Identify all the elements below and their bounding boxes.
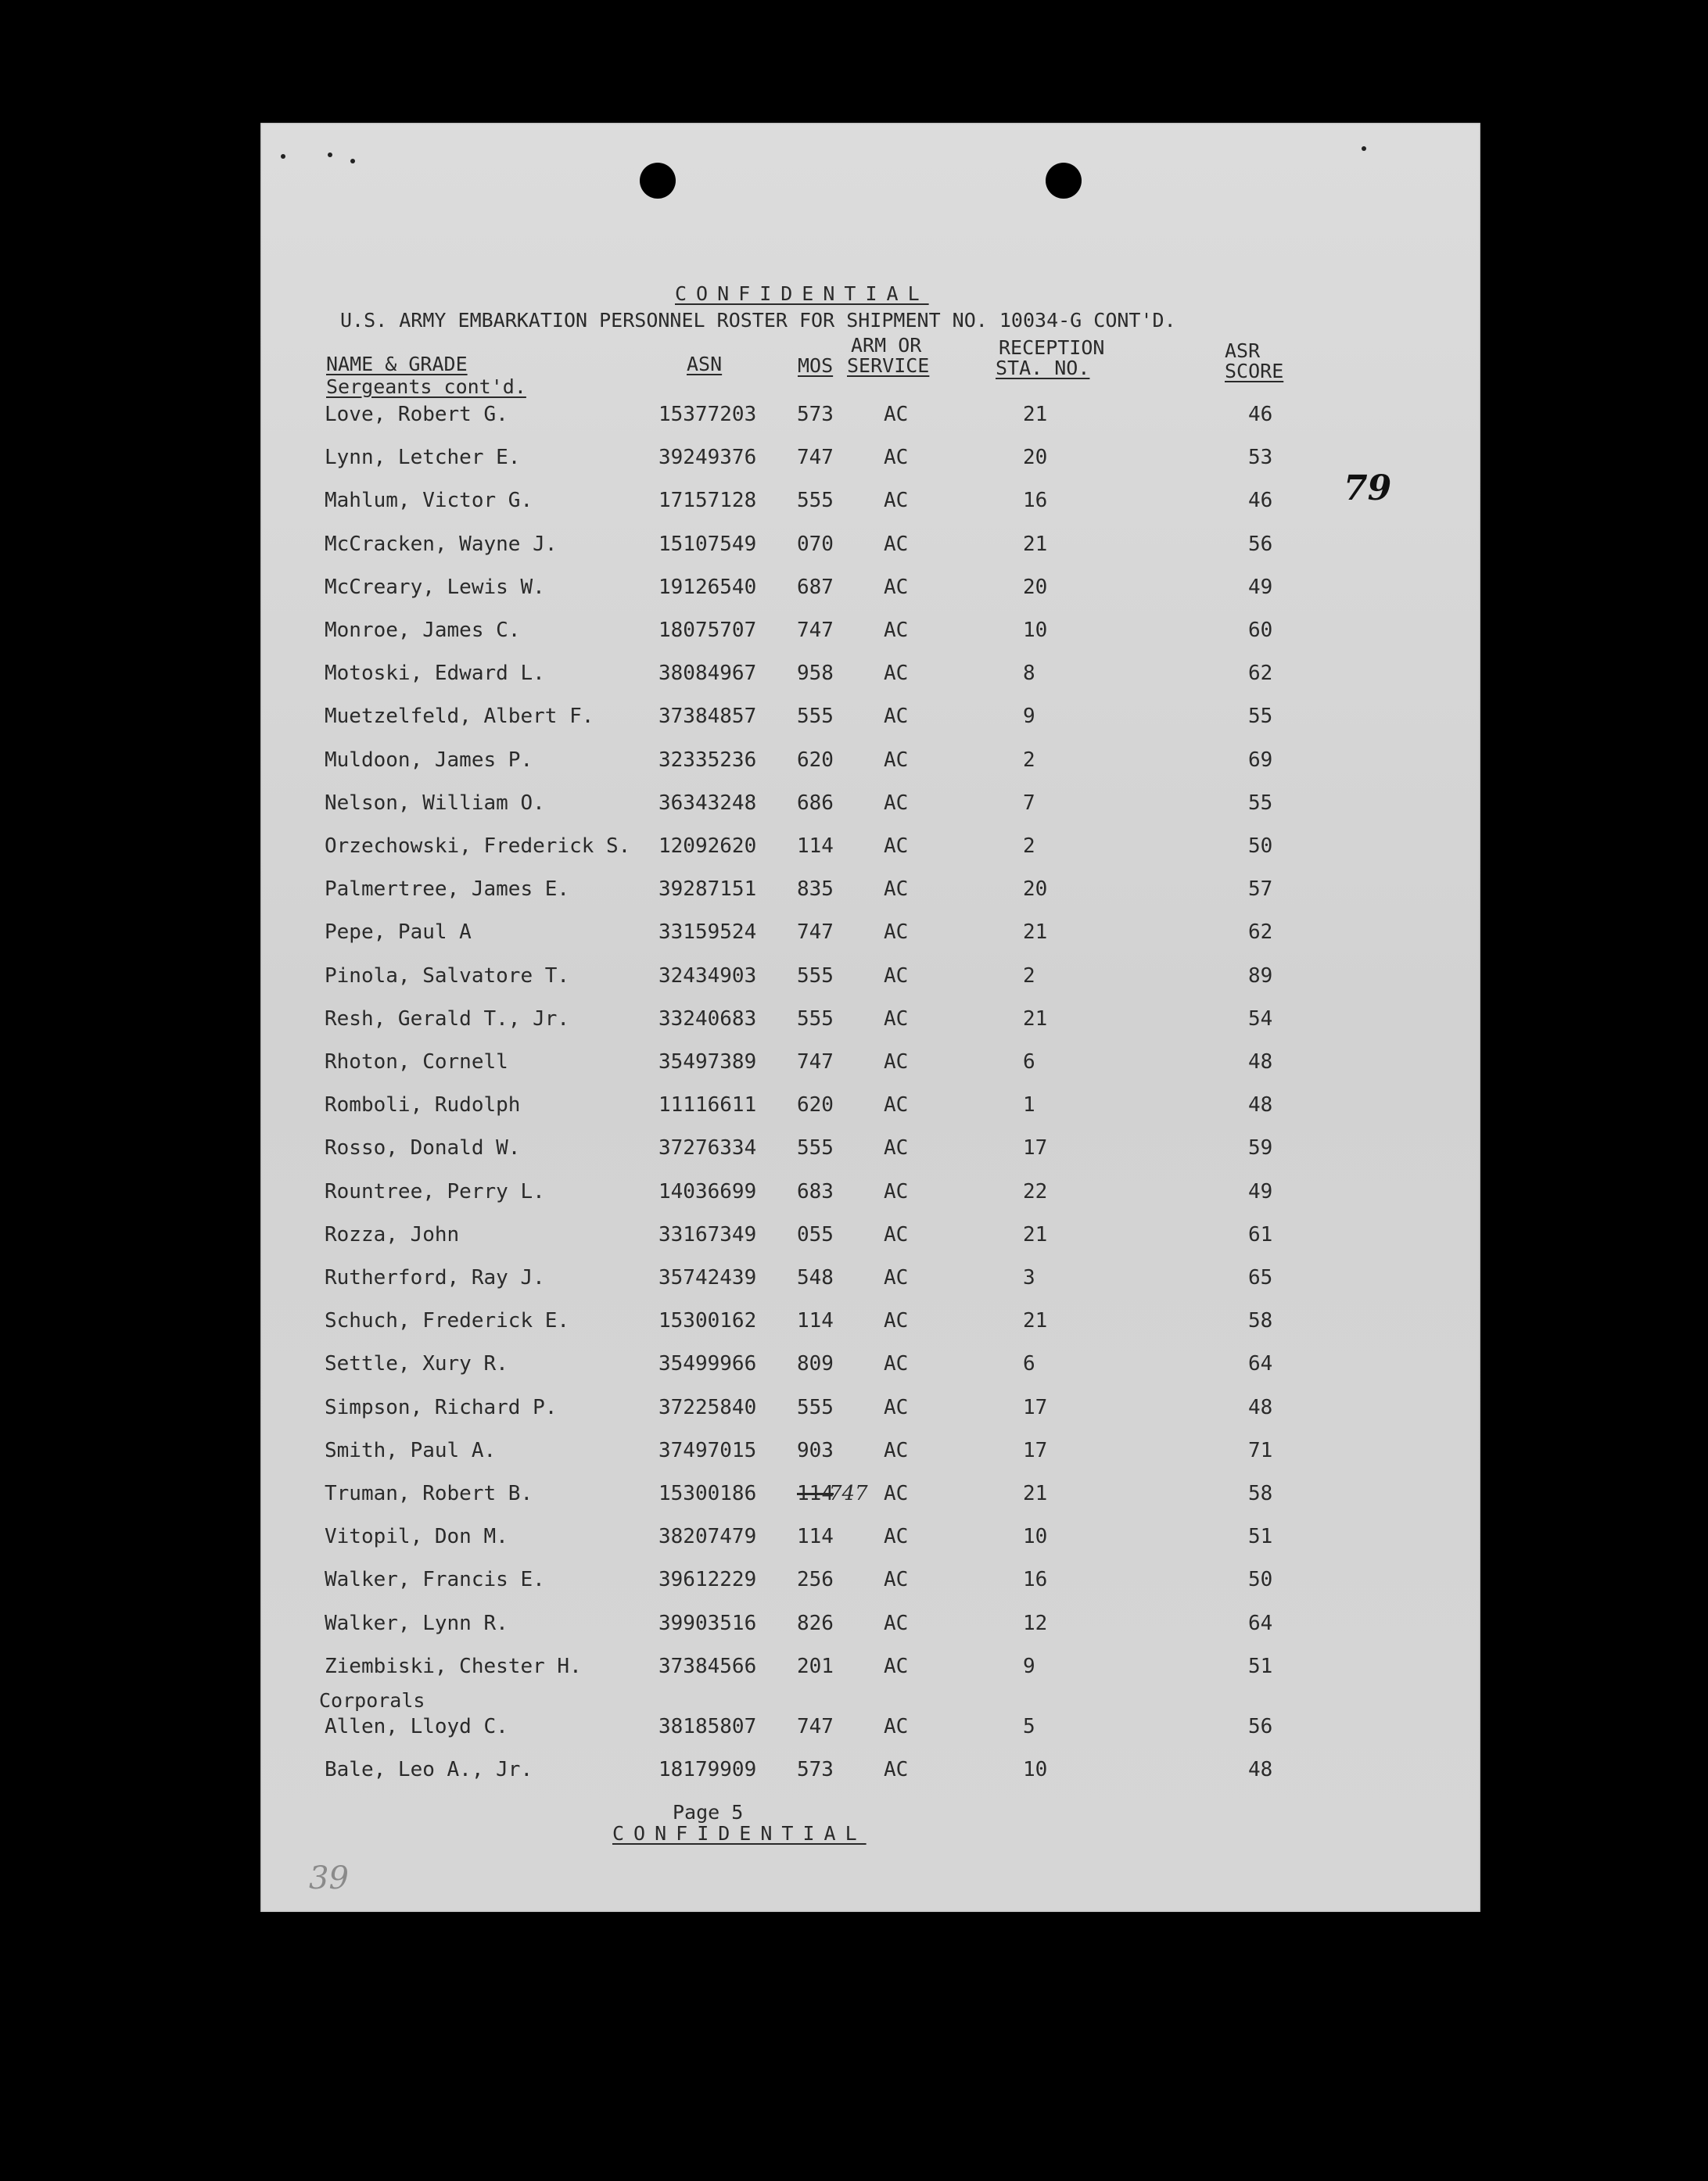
group-label-sergeants: Sergeants cont'd. — [326, 375, 526, 398]
soldier-asn: 33159524 — [658, 920, 757, 945]
soldier-name: Schuch, Frederick E. — [325, 1309, 570, 1333]
soldier-name: Smith, Paul A. — [325, 1438, 497, 1462]
group-label-corporals: Corporals — [319, 1689, 425, 1712]
soldier-mos: 573 — [797, 1758, 834, 1781]
soldier-arm: AC — [884, 662, 909, 686]
soldier-arm: AC — [884, 1438, 909, 1462]
soldier-asn: 17157128 — [658, 489, 757, 513]
soldier-arm: AC — [884, 748, 909, 772]
soldier-mos: 620 — [797, 1093, 834, 1117]
soldier-name: Vitopil, Don M. — [325, 1525, 508, 1549]
soldier-arm: AC — [884, 1222, 909, 1247]
soldier-name: Mahlum, Victor G. — [325, 489, 533, 513]
header-arm-line1: ARM OR — [851, 334, 922, 357]
soldier-mos: 747 — [797, 1715, 834, 1738]
asr-score: 60 — [1248, 619, 1273, 642]
soldier-name: Simpson, Richard P. — [325, 1395, 558, 1419]
roster-row — [260, 1715, 1480, 1746]
soldier-arm: AC — [884, 1611, 909, 1635]
soldier-asn: 35742439 — [658, 1266, 757, 1290]
soldier-arm: AC — [884, 1654, 909, 1678]
soldier-name: Romboli, Rudolph — [325, 1093, 521, 1117]
asr-score: 54 — [1248, 1006, 1273, 1031]
header-mos: MOS — [798, 354, 834, 377]
soldier-mos: 055 — [797, 1222, 834, 1247]
asr-score: 56 — [1248, 532, 1273, 556]
soldier-mos: 620 — [797, 748, 834, 772]
soldier-asn: 39249376 — [658, 446, 757, 470]
document-page — [260, 123, 1480, 1912]
soldier-arm: AC — [884, 446, 909, 470]
soldier-asn: 15107549 — [658, 532, 757, 556]
soldier-mos: 201 — [797, 1654, 834, 1678]
reception-station: 21 — [1023, 532, 1048, 556]
soldier-mos: 747 — [797, 446, 834, 470]
soldier-asn: 37225840 — [658, 1395, 757, 1419]
page-number: Page 5 — [673, 1801, 744, 1824]
soldier-asn: 38185807 — [658, 1715, 757, 1738]
header-asr-line2: SCORE — [1225, 360, 1284, 382]
soldier-asn: 37276334 — [658, 1136, 757, 1160]
soldier-arm: AC — [884, 1352, 909, 1376]
soldier-name: Motoski, Edward L. — [325, 662, 545, 686]
soldier-arm: AC — [884, 1568, 909, 1592]
soldier-arm: AC — [884, 1006, 909, 1031]
reception-station: 2 — [1023, 834, 1035, 858]
soldier-name: Monroe, James C. — [325, 619, 521, 642]
soldier-mos: 555 — [797, 705, 834, 729]
soldier-name: Truman, Robert B. — [325, 1482, 533, 1505]
asr-score: 64 — [1248, 1352, 1273, 1376]
reception-station: 21 — [1023, 1482, 1048, 1505]
soldier-arm: AC — [884, 1715, 909, 1738]
reception-station: 17 — [1023, 1136, 1048, 1160]
soldier-name: Ziembiski, Chester H. — [325, 1654, 582, 1678]
soldier-arm: AC — [884, 1136, 909, 1160]
asr-score: 49 — [1248, 1179, 1273, 1203]
soldier-arm: AC — [884, 619, 909, 642]
soldier-name: Bale, Leo A., Jr. — [325, 1758, 533, 1781]
soldier-arm: AC — [884, 1525, 909, 1549]
soldier-arm: AC — [884, 403, 909, 426]
soldier-asn: 15300186 — [658, 1482, 757, 1505]
margin-number: 79 — [1344, 468, 1392, 508]
soldier-name: McCracken, Wayne J. — [325, 532, 558, 556]
soldier-arm: AC — [884, 1309, 909, 1333]
soldier-name: Muetzelfeld, Albert F. — [325, 705, 594, 729]
reception-station: 17 — [1023, 1395, 1048, 1419]
soldier-asn: 32335236 — [658, 748, 757, 772]
soldier-asn: 14036699 — [658, 1179, 757, 1203]
soldier-asn: 18075707 — [658, 619, 757, 642]
soldier-arm: AC — [884, 1758, 909, 1781]
asr-score: 50 — [1248, 834, 1273, 858]
reception-station: 21 — [1023, 1006, 1048, 1031]
soldier-name: Love, Robert G. — [325, 403, 508, 426]
asr-score: 48 — [1248, 1093, 1273, 1117]
soldier-asn: 37384566 — [658, 1654, 757, 1678]
header-arm-line2: SERVICE — [847, 354, 930, 377]
soldier-arm: AC — [884, 1179, 909, 1203]
soldier-mos: 835 — [797, 877, 834, 902]
soldier-name: Allen, Lloyd C. — [325, 1715, 508, 1738]
soldier-mos: 548 — [797, 1266, 834, 1290]
asr-score: 89 — [1248, 963, 1273, 988]
soldier-mos: 826 — [797, 1611, 834, 1635]
reception-station: 20 — [1023, 575, 1048, 599]
asr-score: 51 — [1248, 1525, 1273, 1549]
soldier-name: Rhoton, Cornell — [325, 1050, 508, 1074]
asr-score: 65 — [1248, 1266, 1273, 1290]
soldier-mos: 683 — [797, 1179, 834, 1203]
asr-score: 53 — [1248, 446, 1273, 470]
soldier-name: Rountree, Perry L. — [325, 1179, 545, 1203]
soldier-arm: AC — [884, 834, 909, 858]
soldier-mos: 747 — [797, 1050, 834, 1074]
asr-score: 59 — [1248, 1136, 1273, 1160]
soldier-asn: 18179909 — [658, 1758, 757, 1781]
reception-station: 9 — [1023, 705, 1035, 729]
soldier-asn: 19126540 — [658, 575, 757, 599]
soldier-name: Pepe, Paul A — [325, 920, 472, 945]
soldier-asn: 37497015 — [658, 1438, 757, 1462]
asr-score: 69 — [1248, 748, 1273, 772]
soldier-mos: 573 — [797, 403, 834, 426]
soldier-name: Rutherford, Ray J. — [325, 1266, 545, 1290]
corporals-list — [260, 123, 1480, 1912]
soldier-mos: 687 — [797, 575, 834, 599]
asr-score: 46 — [1248, 403, 1273, 426]
soldier-mos: 555 — [797, 963, 834, 988]
soldier-arm: AC — [884, 489, 909, 513]
soldier-arm: AC — [884, 791, 909, 815]
roster-title: U.S. ARMY EMBARKATION PERSONNEL ROSTER FOR SHIPMENT NO. 10034-G CONT'D. — [340, 309, 1176, 332]
soldier-mos: 555 — [797, 1136, 834, 1160]
soldier-arm: AC — [884, 1482, 909, 1505]
soldier-asn: 35497389 — [658, 1050, 757, 1074]
asr-score: 50 — [1248, 1568, 1273, 1592]
classification-top: CONFIDENTIAL — [675, 282, 929, 305]
soldier-mos: 958 — [797, 662, 834, 686]
header-reception-line1: RECEPTION — [999, 336, 1105, 359]
reception-station: 16 — [1023, 489, 1048, 513]
soldier-mos: 747 — [797, 920, 834, 945]
asr-score: 48 — [1248, 1050, 1273, 1074]
soldier-mos: 747 — [797, 619, 834, 642]
soldier-mos: 114 — [797, 1482, 834, 1505]
reception-station: 5 — [1023, 1715, 1035, 1738]
reception-station: 20 — [1023, 877, 1048, 902]
soldier-name: Muldoon, James P. — [325, 748, 533, 772]
soldier-arm: AC — [884, 1266, 909, 1290]
asr-score: 46 — [1248, 489, 1273, 513]
soldier-mos: 903 — [797, 1438, 834, 1462]
soldier-asn: 35499966 — [658, 1352, 757, 1376]
soldier-arm: AC — [884, 1050, 909, 1074]
asr-score: 71 — [1248, 1438, 1273, 1462]
reception-station: 8 — [1023, 662, 1035, 686]
soldier-asn: 39287151 — [658, 877, 757, 902]
soldier-arm: AC — [884, 532, 909, 556]
soldier-mos: 114 — [797, 1525, 834, 1549]
asr-score: 48 — [1248, 1758, 1273, 1781]
soldier-mos: 686 — [797, 791, 834, 815]
soldier-arm: AC — [884, 920, 909, 945]
reception-station: 3 — [1023, 1266, 1035, 1290]
soldier-asn: 39903516 — [658, 1611, 757, 1635]
soldier-arm: AC — [884, 1093, 909, 1117]
soldier-arm: AC — [884, 705, 909, 729]
soldier-mos: 256 — [797, 1568, 834, 1592]
soldier-name: Nelson, William O. — [325, 791, 545, 815]
asr-score: 58 — [1248, 1309, 1273, 1333]
classification-bottom: CONFIDENTIAL — [612, 1822, 867, 1845]
soldier-mos: 809 — [797, 1352, 834, 1376]
soldier-name: Orzechowski, Frederick S. — [325, 834, 631, 858]
soldier-mos: 114 — [797, 1309, 834, 1333]
soldier-name: Resh, Gerald T., Jr. — [325, 1006, 570, 1031]
asr-score: 55 — [1248, 705, 1273, 729]
reception-station: 2 — [1023, 963, 1035, 988]
reception-station: 21 — [1023, 1309, 1048, 1333]
soldier-asn: 11116611 — [658, 1093, 757, 1117]
pencil-note: 39 — [309, 1860, 349, 1896]
soldier-arm: AC — [884, 1395, 909, 1419]
reception-station: 22 — [1023, 1179, 1048, 1203]
asr-score: 62 — [1248, 920, 1273, 945]
reception-station: 7 — [1023, 791, 1035, 815]
soldier-arm: AC — [884, 877, 909, 902]
soldier-asn: 38207479 — [658, 1525, 757, 1549]
asr-score: 62 — [1248, 662, 1273, 686]
reception-station: 10 — [1023, 1525, 1048, 1549]
soldier-name: Settle, Xury R. — [325, 1352, 508, 1376]
reception-station: 21 — [1023, 920, 1048, 945]
soldier-asn: 12092620 — [658, 834, 757, 858]
soldier-asn: 39612229 — [658, 1568, 757, 1592]
asr-score: 58 — [1248, 1482, 1273, 1505]
soldier-asn: 32434903 — [658, 963, 757, 988]
header-reception-line2: STA. NO. — [996, 357, 1090, 379]
reception-station: 6 — [1023, 1352, 1035, 1376]
soldier-name: Rozza, John — [325, 1222, 460, 1247]
soldier-asn: 33240683 — [658, 1006, 757, 1031]
asr-score: 56 — [1248, 1715, 1273, 1738]
reception-station: 1 — [1023, 1093, 1035, 1117]
soldier-asn: 15377203 — [658, 403, 757, 426]
soldier-mos: 555 — [797, 489, 834, 513]
reception-station: 9 — [1023, 1654, 1035, 1678]
roster-row — [260, 1758, 1480, 1789]
soldier-asn: 37384857 — [658, 705, 757, 729]
asr-score: 48 — [1248, 1395, 1273, 1419]
handwritten-mos-correction: 747 — [829, 1482, 868, 1505]
reception-station: 6 — [1023, 1050, 1035, 1074]
soldier-name: Palmertree, James E. — [325, 877, 570, 902]
asr-score: 61 — [1248, 1222, 1273, 1247]
soldier-mos: 070 — [797, 532, 834, 556]
reception-station: 21 — [1023, 403, 1048, 426]
reception-station: 12 — [1023, 1611, 1048, 1635]
soldier-arm: AC — [884, 575, 909, 599]
header-name: NAME & GRADE — [326, 353, 468, 375]
soldier-asn: 38084967 — [658, 662, 757, 686]
soldier-name: Walker, Francis E. — [325, 1568, 545, 1592]
asr-score: 55 — [1248, 791, 1273, 815]
header-asr-line1: ASR — [1225, 339, 1261, 362]
reception-station: 21 — [1023, 1222, 1048, 1247]
header-asn: ASN — [687, 353, 723, 375]
soldier-asn: 36343248 — [658, 791, 757, 815]
soldier-name: Pinola, Salvatore T. — [325, 963, 570, 988]
soldier-mos: 555 — [797, 1395, 834, 1419]
soldier-asn: 15300162 — [658, 1309, 757, 1333]
soldier-name: McCreary, Lewis W. — [325, 575, 545, 599]
soldier-name: Rosso, Donald W. — [325, 1136, 521, 1160]
soldier-name: Walker, Lynn R. — [325, 1611, 508, 1635]
soldier-mos: 555 — [797, 1006, 834, 1031]
asr-score: 51 — [1248, 1654, 1273, 1678]
asr-score: 49 — [1248, 575, 1273, 599]
reception-station: 10 — [1023, 1758, 1048, 1781]
soldier-asn: 33167349 — [658, 1222, 757, 1247]
asr-score: 64 — [1248, 1611, 1273, 1635]
reception-station: 20 — [1023, 446, 1048, 470]
reception-station: 2 — [1023, 748, 1035, 772]
reception-station: 16 — [1023, 1568, 1048, 1592]
reception-station: 10 — [1023, 619, 1048, 642]
soldier-arm: AC — [884, 963, 909, 988]
soldier-mos: 114 — [797, 834, 834, 858]
asr-score: 57 — [1248, 877, 1273, 902]
soldier-name: Lynn, Letcher E. — [325, 446, 521, 470]
reception-station: 17 — [1023, 1438, 1048, 1462]
